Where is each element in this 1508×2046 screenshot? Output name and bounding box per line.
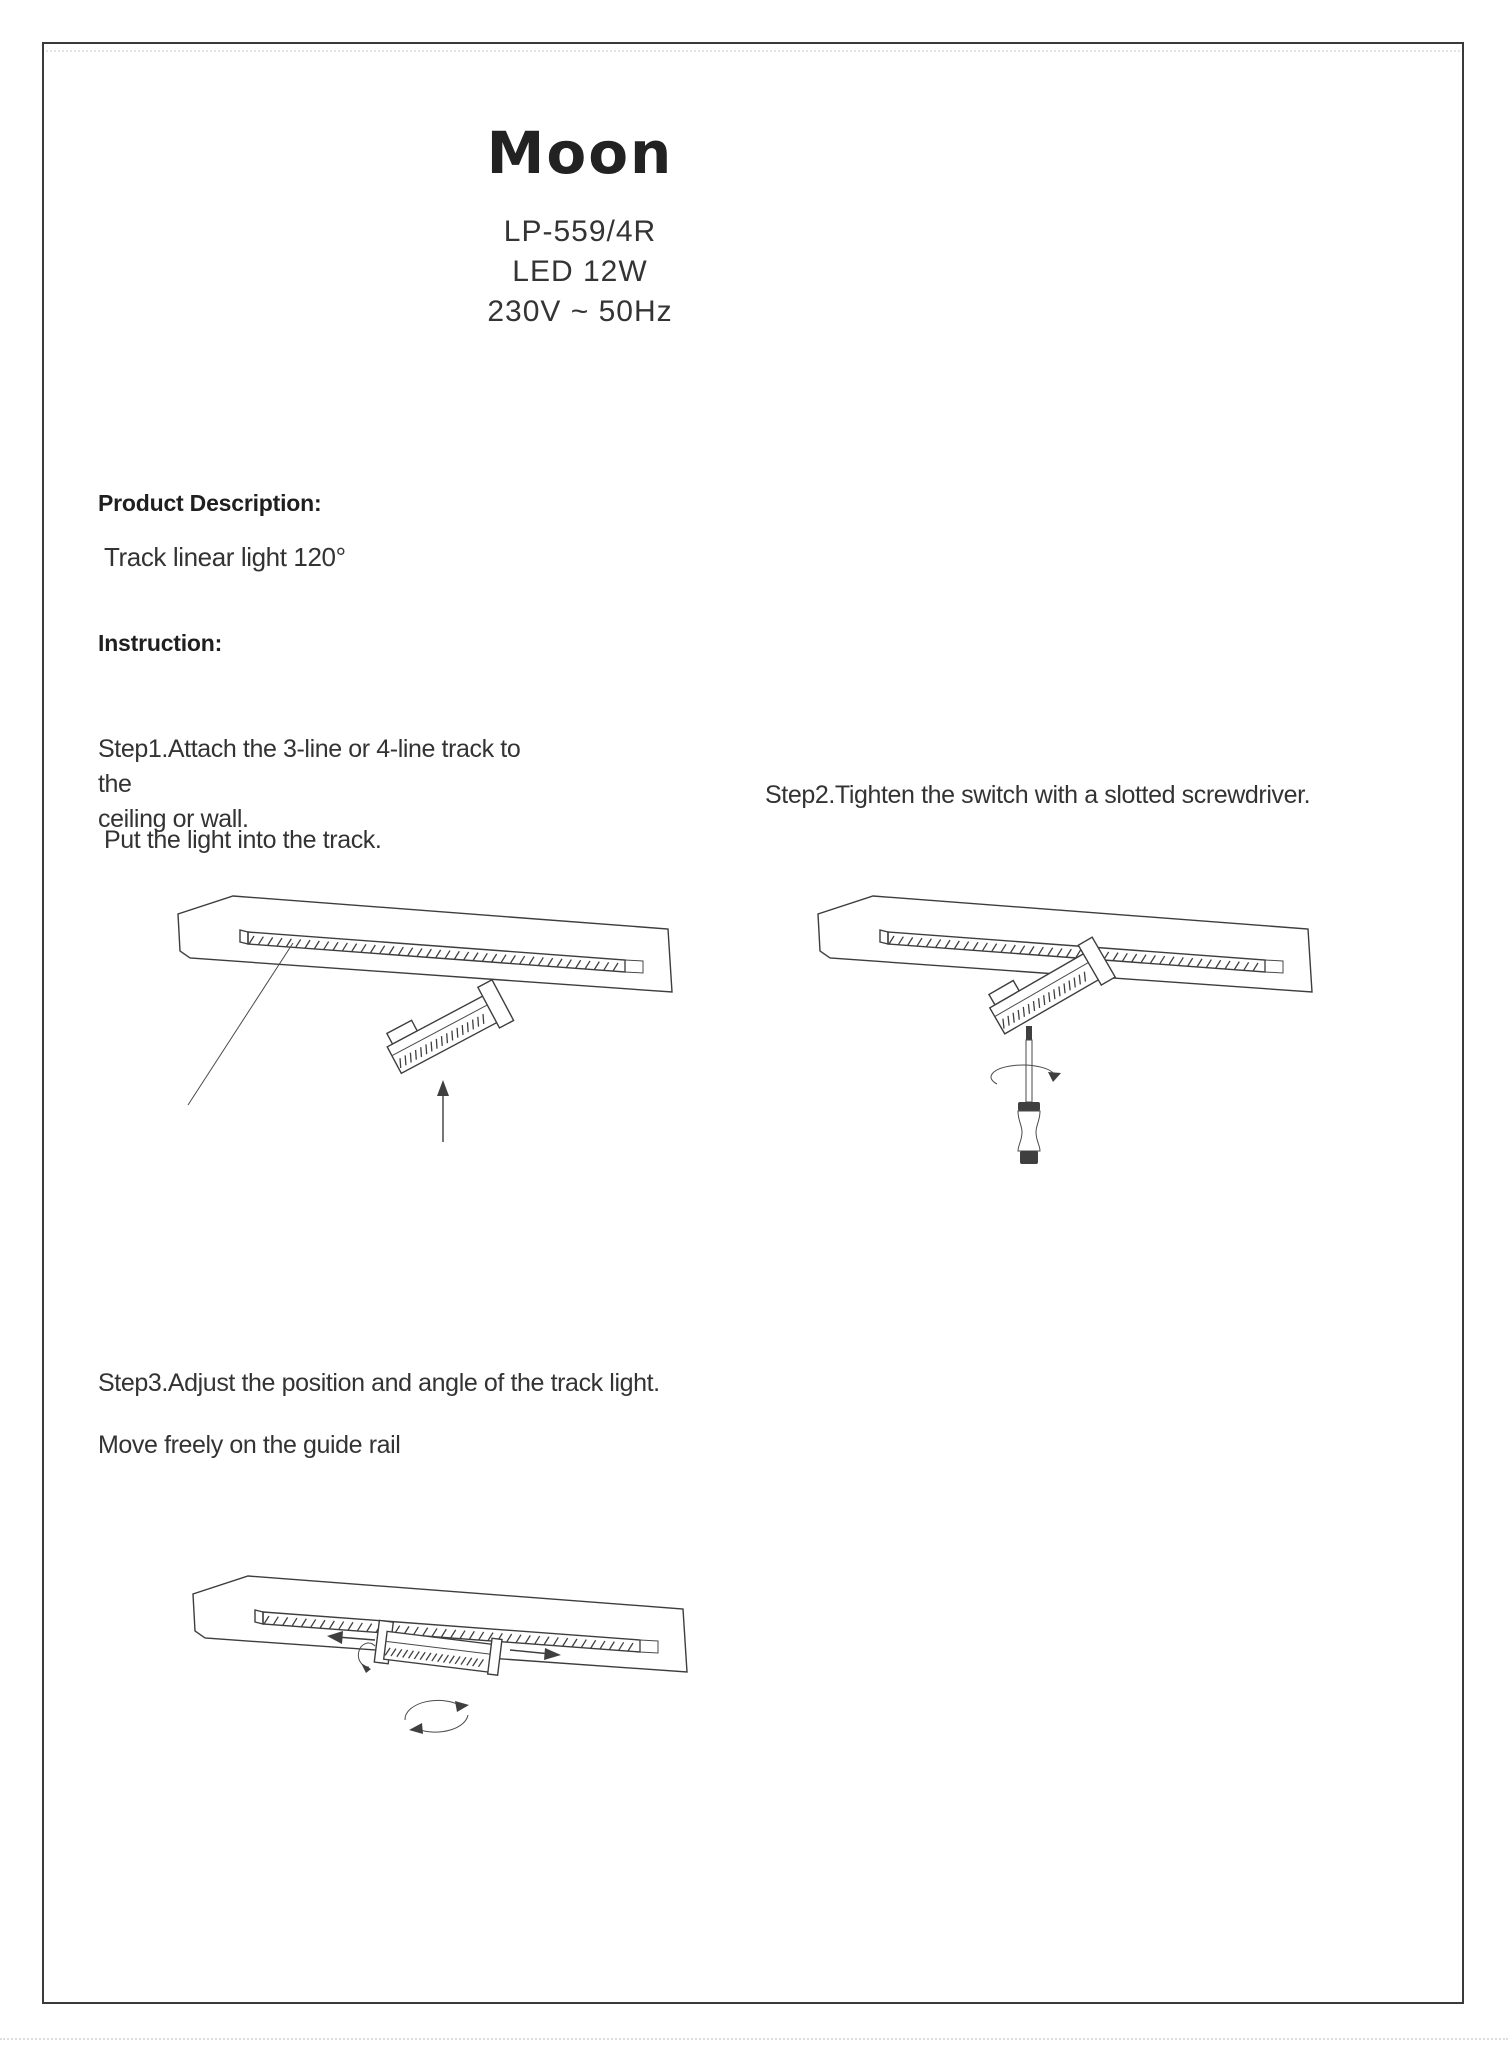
tilt-arrow — [358, 1643, 375, 1673]
power-rating: LED 12W — [512, 255, 648, 288]
slide-left-arrow — [327, 1631, 375, 1644]
product-description-heading: Product Description: — [98, 490, 322, 516]
track-rail — [240, 930, 643, 973]
track-light-fixture — [984, 935, 1115, 1039]
instruction-heading: Instruction: — [98, 630, 223, 656]
scan-artifact-line-top — [46, 50, 1460, 52]
title-block — [330, 120, 830, 332]
insert-up-arrow — [437, 1080, 449, 1142]
product-specs — [330, 212, 830, 332]
figure-step1-illustration — [120, 880, 680, 1180]
voltage-rating: 230V ~ 50Hz — [487, 295, 673, 328]
rotate-arrow — [991, 1065, 1055, 1084]
step3-text: Step3.Adjust the position and angle of the track light. — [98, 1369, 660, 1397]
step1-note: Put the light into the track. — [104, 826, 382, 854]
product-description-text: Track linear light 120° — [104, 542, 346, 572]
step3-note: Move freely on the guide rail — [98, 1431, 401, 1459]
brand-title: Moon — [486, 119, 674, 187]
step1-line1: Step1.Attach the 3-line or 4-line track to the — [98, 735, 521, 798]
rotate-arrow — [405, 1700, 469, 1734]
step1-text — [98, 732, 548, 837]
model-number: LP-559/4R — [503, 215, 657, 248]
slide-right-arrow — [510, 1648, 561, 1660]
figure-step2-illustration — [760, 880, 1320, 1180]
figure-step3-illustration — [135, 1560, 695, 1860]
track-leader-line — [188, 943, 293, 1105]
slotted-screwdriver — [991, 1026, 1061, 1164]
track-light-fixture — [382, 978, 514, 1079]
step1-line2: ceiling or wall. — [98, 805, 249, 833]
step2-text: Step2.Tighten the switch with a slotted screwdriver. — [765, 781, 1311, 809]
scan-artifact-line-bottom — [0, 2038, 1508, 2040]
